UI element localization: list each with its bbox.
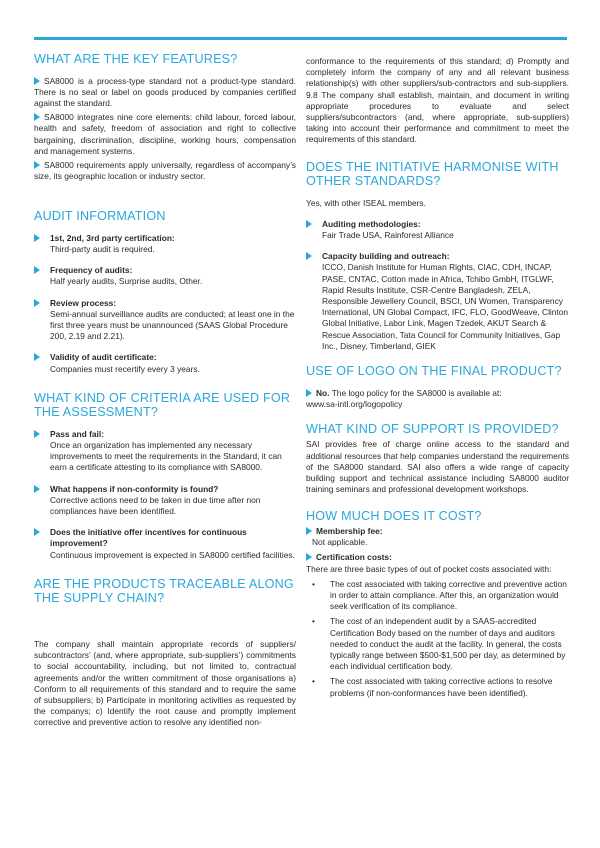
certification-intro: There are three basic types of out of pocket costs associated with: <box>306 563 552 574</box>
right-column <box>306 56 569 703</box>
key-feature-1: SA8000 is a process-type standard not a product-type standard. There is no seal or label on goods produced by companies certified against the standard. <box>34 75 296 108</box>
support-heading: WHAT KIND OF SUPPORT IS PROVIDED? <box>306 421 559 436</box>
harmonise-heading: DOES THE INITIATIVE HARMONISE WITH OTHER STANDARDS? <box>306 159 559 189</box>
triangle-bullet-icon <box>34 528 40 536</box>
triangle-bullet-icon <box>34 353 40 361</box>
triangle-bullet-icon <box>34 77 40 85</box>
logo-text: No. The logo policy for the SA8000 is available at: <box>306 388 569 399</box>
harmonise-item-capacity: Capacity building and outreach: ICCO, Danish Institute for Human Rights, CIAC, CDH, INCAP, PASE, CNTAC, Cotton made in Africa, Tchibo GmbH, ITGLWF, Rapid Results Institute, CSR-Centre Bangladesh, ZELA, Responsible Jewellery Council, BSCI, UN Women, Transparency International, UN Global Compact, IFC, FLO, GoodWeave, Clinton Global Initiative, Labor Link, Magen Tzedek, AKUT Search & Rescue Association, Tata Council for Community Initiatives, Gap Inc., Disney, Timberland, GIEK <box>306 251 569 352</box>
cost-bullet-2: • The cost of an independent audit by a SAAS-accredited Certification Body based on the number of days and auditors needed to conduct the audit at the facility. In general, the costs typically range between $500-$1,500 per day, as determined by each individual certification body. <box>306 616 569 672</box>
logo-heading: USE OF LOGO ON THE FINAL PRODUCT? <box>306 364 562 379</box>
triangle-bullet-icon <box>34 430 40 438</box>
criteria-item-pass-fail: Pass and fail: Once an organization has implemented any necessary improvements to meet the requirements in the Standard, it can earn a certificate attesting to its compliance with SA8000. <box>34 429 296 474</box>
triangle-bullet-icon <box>34 161 40 169</box>
triangle-bullet-icon <box>306 220 312 228</box>
audit-item-review: Review process: Semi-annual surveillance audits are conducted; at least one in the first three years must be unannounced (SAAS Global Procedure 200, 2.19 and 2.21). <box>34 298 296 343</box>
key-feature-2: SA8000 integrates nine core elements: child labour, forced labour, health and safety, freedom of association and right to collective bargaining, discrimination, discipline, working hours, compensation and management systems. <box>34 112 296 156</box>
top-rule <box>34 37 567 40</box>
cost-bullet-1: • The cost associated with taking corrective and preventive action in order to attain compliance. After this, an organization would seek verification of its compliance. <box>306 579 569 613</box>
triangle-bullet-icon <box>34 113 40 121</box>
membership-fee: Membership fee: <box>306 526 569 537</box>
triangle-bullet-icon <box>34 234 40 242</box>
logo-policy-link[interactable]: www.sa-intl.org/logopolicy <box>306 398 403 409</box>
cost-heading: HOW MUCH DOES IT COST? <box>306 509 482 524</box>
audit-info-heading: AUDIT INFORMATION <box>34 209 166 224</box>
left-column <box>34 52 296 729</box>
membership-fee-value: Not applicable. <box>312 537 368 548</box>
triangle-bullet-icon <box>306 527 312 535</box>
traceable-heading: ARE THE PRODUCTS TRACEABLE ALONG THE SUPPLY CHAIN? <box>34 576 294 606</box>
criteria-item-incentives: Does the initiative offer incentives for continuous improvement? Continuous improvement is expected in SA8000 certified facilities. <box>34 527 296 561</box>
traceable-text-left: The company shall maintain appropriate records of suppliers/ subcontractors’ (and, where appropriate, sub-suppliers’) commitments to social accountability, including, but not limited to, contractual agreements and/or the written commitment of those organisations a) Conform to all requirements of this standard and to require the same of subsuppliers; b) Participate in monitoring activities as requested by the companys; c) Identify the root cause and promptly implement corrective and preventive action to resolve any identified non- <box>34 638 296 728</box>
audit-item-frequency: Frequency of audits: Half yearly audits, Surprise audits, Other. <box>34 265 296 287</box>
audit-item-validity: Validity of audit certificate: Companies must recertify every 3 years. <box>34 352 296 374</box>
certification-costs: Certification costs: <box>306 552 569 563</box>
key-features-heading: WHAT ARE THE KEY FEATURES? <box>34 52 238 66</box>
audit-item-party: 1st, 2nd, 3rd party certification: Third-party audit is required. <box>34 233 296 255</box>
triangle-bullet-icon <box>34 299 40 307</box>
support-text: SAI provides free of charge online access to the standard and additional resources that help companies understand the requirements of the SA8000 standard. SAI also offers a wide range of capacity building support and technical assistance including SA8000 auditor training seminars and professional development workshops. <box>306 439 569 495</box>
criteria-heading: WHAT KIND OF CRITERIA ARE USED FOR THE ASSESSMENT? <box>34 390 291 420</box>
traceable-text-right: conformance to the requirements of this standard; d) Promptly and completely inform the company of any and all relevant business relationship(s) with other suppliers/sub-contractors and sub-suppliers. 9.8 The company shall establish, maintain, and document in writing appropriate procedures to evaluate and select suppliers/subcontractors (and, where appropriate, sub-suppliers) taking into account their performance and commitment to meet the requirements of this standard. <box>306 56 569 145</box>
triangle-bullet-icon <box>306 252 312 260</box>
criteria-item-non-conformity: What happens if non-conformity is found? Corrective actions need to be taken in due time after non compliances have been identified. <box>34 484 296 518</box>
triangle-bullet-icon <box>34 266 40 274</box>
cost-bullet-3: • The cost associated with taking corrective actions to resolve problems (if non-conformances have been identified). <box>306 676 569 698</box>
key-feature-3: SA8000 requirements apply universally, regardless of accompany’s size, its geographic location or industry sector. <box>34 159 296 182</box>
triangle-bullet-icon <box>306 553 312 561</box>
harmonise-item-auditing: Auditing methodologies: Fair Trade USA, Rainforest Alliance <box>306 219 569 241</box>
harmonise-intro: Yes, with other ISEAL members. <box>306 197 426 208</box>
triangle-bullet-icon <box>34 485 40 493</box>
triangle-bullet-icon <box>306 389 312 397</box>
